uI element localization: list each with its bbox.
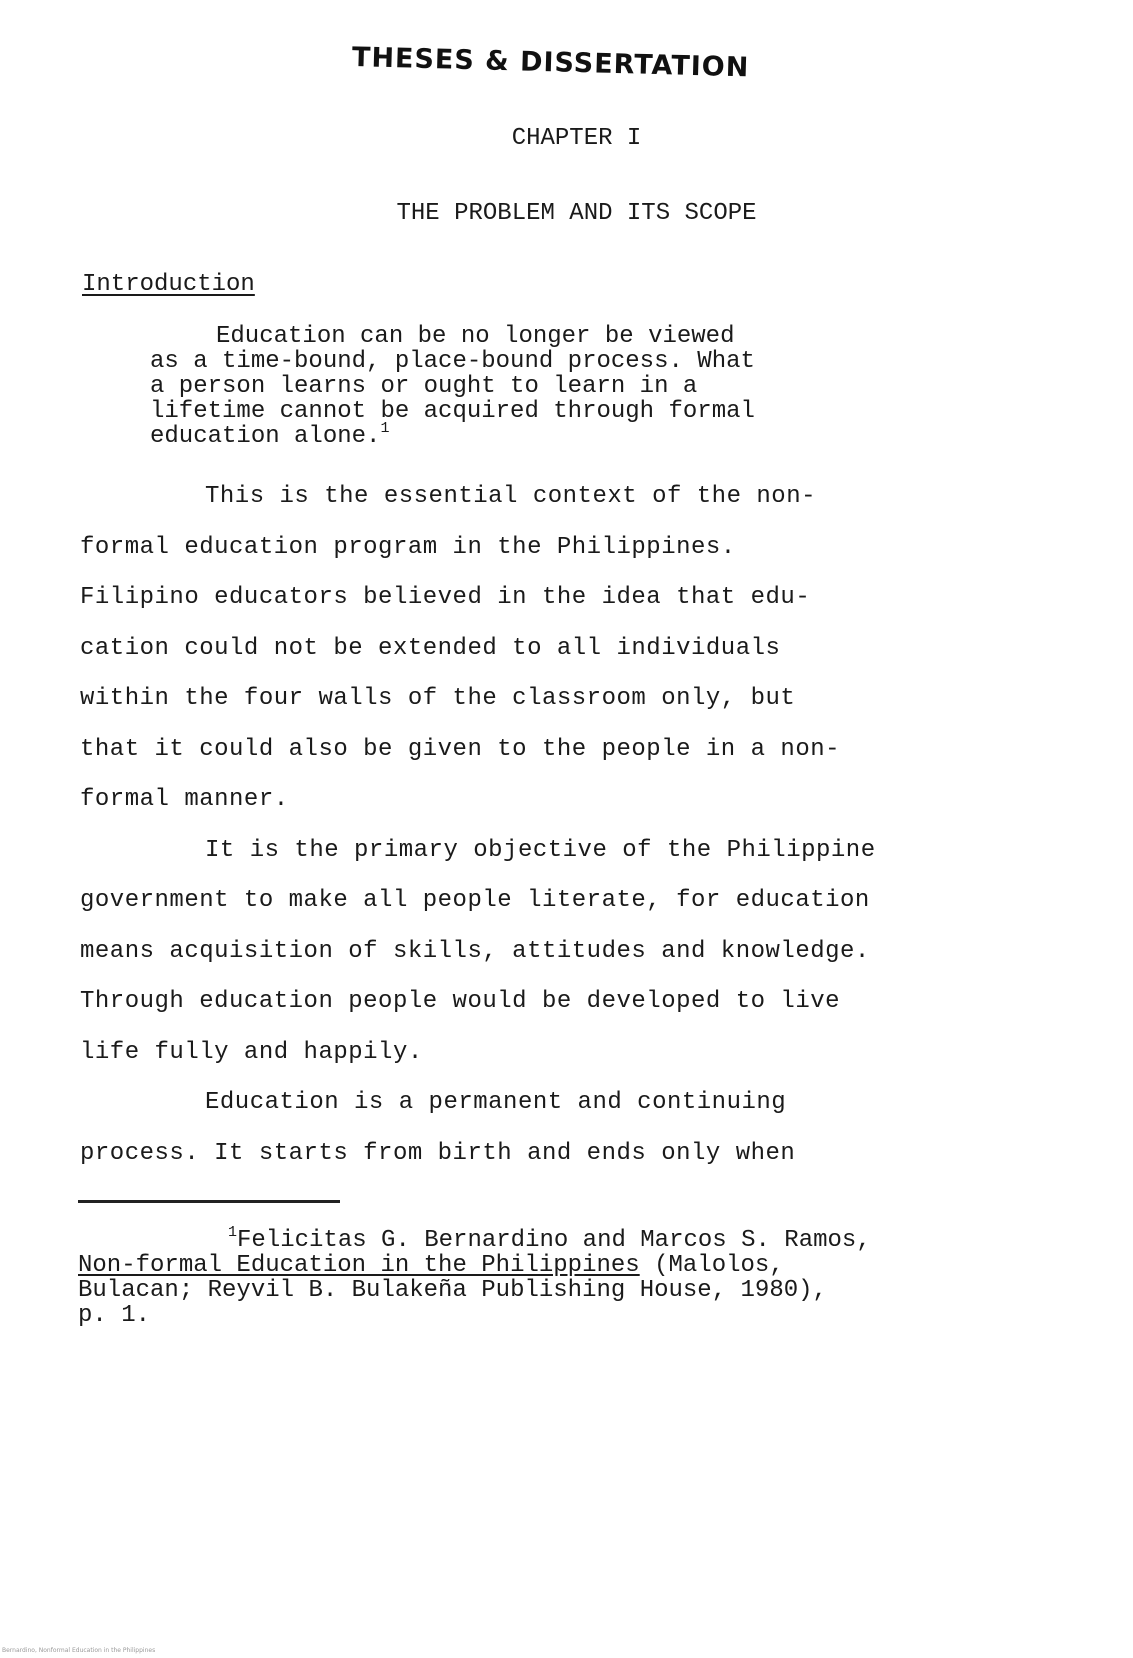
footnote-reference: 1 [380, 420, 390, 437]
footnote-marker: 1 [228, 1224, 238, 1241]
scan-footer: Bernardino, Nonformal Education in the Philippines [2, 1647, 156, 1654]
paragraph-line: formal manner. [80, 786, 289, 813]
quote-line: as a time-bound, place-bound process. What [150, 348, 755, 375]
quote-line-text: education alone. [150, 423, 381, 450]
paragraph-line: means acquisition of skills, attitudes and knowledge. [80, 937, 870, 965]
chapter-number: CHAPTER I [511, 125, 642, 152]
theses-dissertation-stamp: THESES & DISSERTATION [351, 42, 750, 84]
footnote-book-title: Non-formal Education in the Philippines [78, 1252, 640, 1279]
quote-line-last [150, 420, 850, 450]
chapter-title: THE PROBLEM AND ITS SCOPE [396, 200, 757, 227]
footnote-publisher-place: (Malolos, [639, 1252, 784, 1279]
footnote-divider [78, 1200, 340, 1203]
paragraph-line: Through education people would be developed to live [80, 988, 841, 1015]
paragraph-line: formal education program in the Philippines. [80, 533, 736, 561]
footnote-line [78, 1253, 978, 1278]
section-heading: Introduction [82, 271, 255, 298]
footnote-line: Bulacan; Reyvil B. Bulakeña Publishing House, 1980), [78, 1277, 827, 1304]
paragraph-line: life fully and happily. [80, 1038, 423, 1066]
footnote-line: p. 1. [78, 1302, 151, 1329]
paragraph-line: Education is a permanent and continuing [205, 1089, 787, 1116]
block-quote [150, 324, 850, 449]
quote-line: lifetime cannot be acquired through formal [150, 398, 755, 425]
quote-line: Education can be no longer be viewed [216, 323, 735, 350]
paragraph-line: cation could not be extended to all individuals [80, 634, 781, 662]
paragraph-line: It is the primary objective of the Philippine [205, 836, 876, 864]
footnote [78, 1224, 978, 1329]
paragraph-line: process. It starts from birth and ends only when [80, 1139, 796, 1167]
paragraph-line: that it could also be given to the people in a non- [80, 735, 841, 763]
paragraph-line: government to make all people literate, for education [80, 887, 870, 914]
paragraph-line: This is the essential context of the non- [205, 483, 816, 510]
quote-line: a person learns or ought to learn in a [150, 373, 698, 400]
footnote-authors: Felicitas G. Bernardino and Marcos S. Ramos, [237, 1227, 871, 1254]
paragraph-line: within the four walls of the classroom only, but [80, 685, 796, 712]
footnote-line [78, 1224, 978, 1254]
paragraph-line: Filipino educators believed in the idea that edu- [80, 584, 811, 611]
body-text [80, 472, 980, 1179]
